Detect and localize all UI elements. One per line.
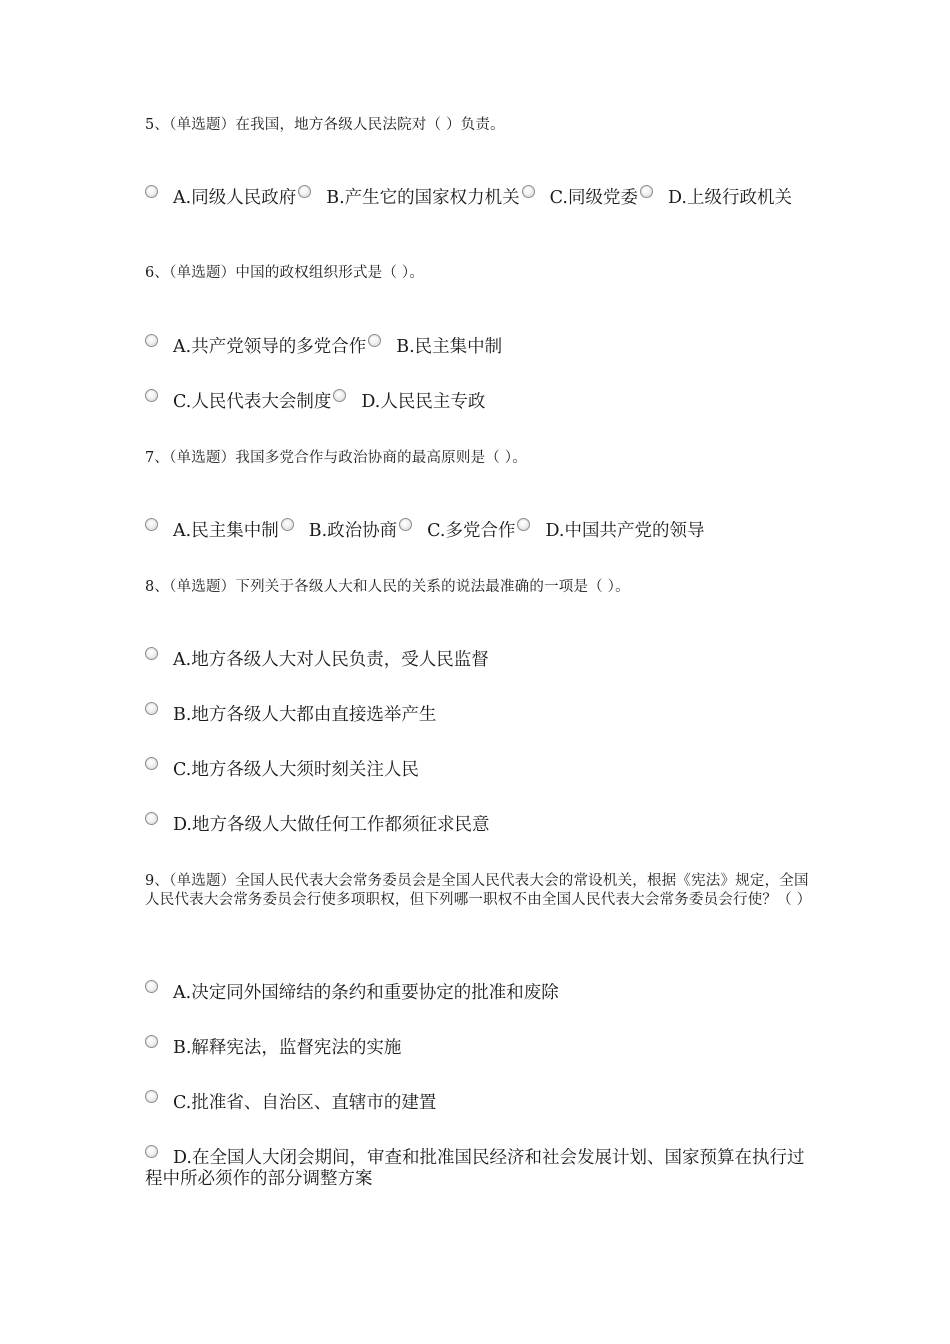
- option-7c-label: C.多党合作: [427, 521, 516, 541]
- option-8d[interactable]: [145, 812, 815, 836]
- option-6a-label: A.共产党领导的多党合作: [173, 337, 367, 357]
- radio-button-icon[interactable]: [399, 518, 412, 531]
- option-5d-label: D.上级行政机关: [667, 188, 792, 208]
- radio-button-icon[interactable]: [145, 185, 158, 198]
- option-7a-label: A.民主集中制: [173, 521, 279, 541]
- option-9c[interactable]: [145, 1090, 815, 1114]
- question-9-text: 9、（单选题）全国人民代表大会常务委员会是全国人民代表大会的常设机关，根据《宪法》规定，全国人民代表大会常务委员会行使多项职权，但下列哪一职权不由全国人民代表大会常务委员会行使？（ ）: [145, 873, 812, 908]
- question-7-options: [145, 518, 815, 542]
- option-5a[interactable]: [145, 188, 296, 208]
- option-8b[interactable]: [145, 702, 815, 726]
- question-5-options: [145, 185, 815, 209]
- option-7d-label: D.中国共产党的领导: [545, 521, 705, 541]
- option-8a[interactable]: [145, 647, 815, 671]
- option-6c[interactable]: [145, 392, 331, 412]
- radio-button-icon[interactable]: [145, 1035, 158, 1048]
- option-6a[interactable]: [145, 337, 366, 357]
- question-8-text: 8、（单选题）下列关于各级人大和人民的关系的说法最准确的一项是（ ）。: [145, 579, 630, 595]
- option-5b-label: B.产生它的国家权力机关: [326, 188, 520, 208]
- option-5c-label: C.同级党委: [549, 188, 638, 208]
- radio-button-icon[interactable]: [281, 518, 294, 531]
- option-8c[interactable]: [145, 757, 815, 781]
- option-6d-label: D.人民民主专政: [361, 392, 486, 412]
- radio-button-icon[interactable]: [145, 389, 158, 402]
- option-9c-label: C.批准省、自治区、直辖市的建置: [173, 1093, 437, 1113]
- question-7-text: 7、（单选题）我国多党合作与政治协商的最高原则是（ ）。: [145, 450, 527, 466]
- option-7a[interactable]: [145, 521, 279, 541]
- question-5-text: 5、（单选题）在我国，地方各级人民法院对（ ）负责。: [145, 117, 505, 133]
- option-9b-label: B.解释宪法，监督宪法的实施: [173, 1038, 402, 1058]
- option-9d[interactable]: [145, 1145, 815, 1190]
- option-6b[interactable]: [366, 337, 502, 357]
- option-6b-label: B.民主集中制: [396, 337, 503, 357]
- option-9b[interactable]: [145, 1035, 815, 1059]
- radio-button-icon[interactable]: [145, 980, 158, 993]
- radio-button-icon[interactable]: [145, 812, 158, 825]
- radio-button-icon[interactable]: [298, 185, 311, 198]
- radio-button-icon[interactable]: [368, 334, 381, 347]
- radio-button-icon[interactable]: [145, 334, 158, 347]
- radio-button-icon[interactable]: [145, 1145, 158, 1158]
- radio-button-icon[interactable]: [640, 185, 653, 198]
- option-7c[interactable]: [397, 521, 515, 541]
- option-5d[interactable]: [638, 188, 792, 208]
- radio-button-icon[interactable]: [145, 757, 158, 770]
- option-8a-label: A.地方各级人大对人民负责，受人民监督: [173, 650, 489, 670]
- option-5a-label: A.同级人民政府: [173, 188, 297, 208]
- option-5c[interactable]: [520, 188, 638, 208]
- option-7b[interactable]: [279, 521, 397, 541]
- question-6-options-row-1: [145, 334, 815, 358]
- question-6-options-row-2: [145, 389, 815, 413]
- option-5b[interactable]: [296, 188, 519, 208]
- radio-button-icon[interactable]: [145, 702, 158, 715]
- option-9d-label: D.在全国人大闭会期间，审查和批准国民经济和社会发展计划、国家预算在执行过程中所必须作的部分调整方案: [145, 1148, 805, 1189]
- option-8b-label: B.地方各级人大都由直接选举产生: [173, 705, 437, 725]
- question-6-text: 6、（单选题）中国的政权组织形式是（ ）。: [145, 265, 425, 281]
- option-6d[interactable]: [331, 392, 485, 412]
- radio-button-icon[interactable]: [145, 647, 158, 660]
- radio-button-icon[interactable]: [145, 518, 158, 531]
- option-8c-label: C.地方各级人大须时刻关注人民: [173, 760, 419, 780]
- option-7b-label: B.政治协商: [308, 521, 398, 541]
- option-6c-label: C.人民代表大会制度: [173, 392, 332, 412]
- option-8d-label: D.地方各级人大做任何工作都须征求民意: [173, 815, 490, 835]
- radio-button-icon[interactable]: [517, 518, 530, 531]
- radio-button-icon[interactable]: [522, 185, 535, 198]
- radio-button-icon[interactable]: [145, 1090, 158, 1103]
- option-9a[interactable]: [145, 980, 815, 1004]
- radio-button-icon[interactable]: [333, 389, 346, 402]
- option-7d[interactable]: [515, 521, 704, 541]
- option-9a-label: A.决定同外国缔结的条约和重要协定的批准和废除: [173, 983, 559, 1003]
